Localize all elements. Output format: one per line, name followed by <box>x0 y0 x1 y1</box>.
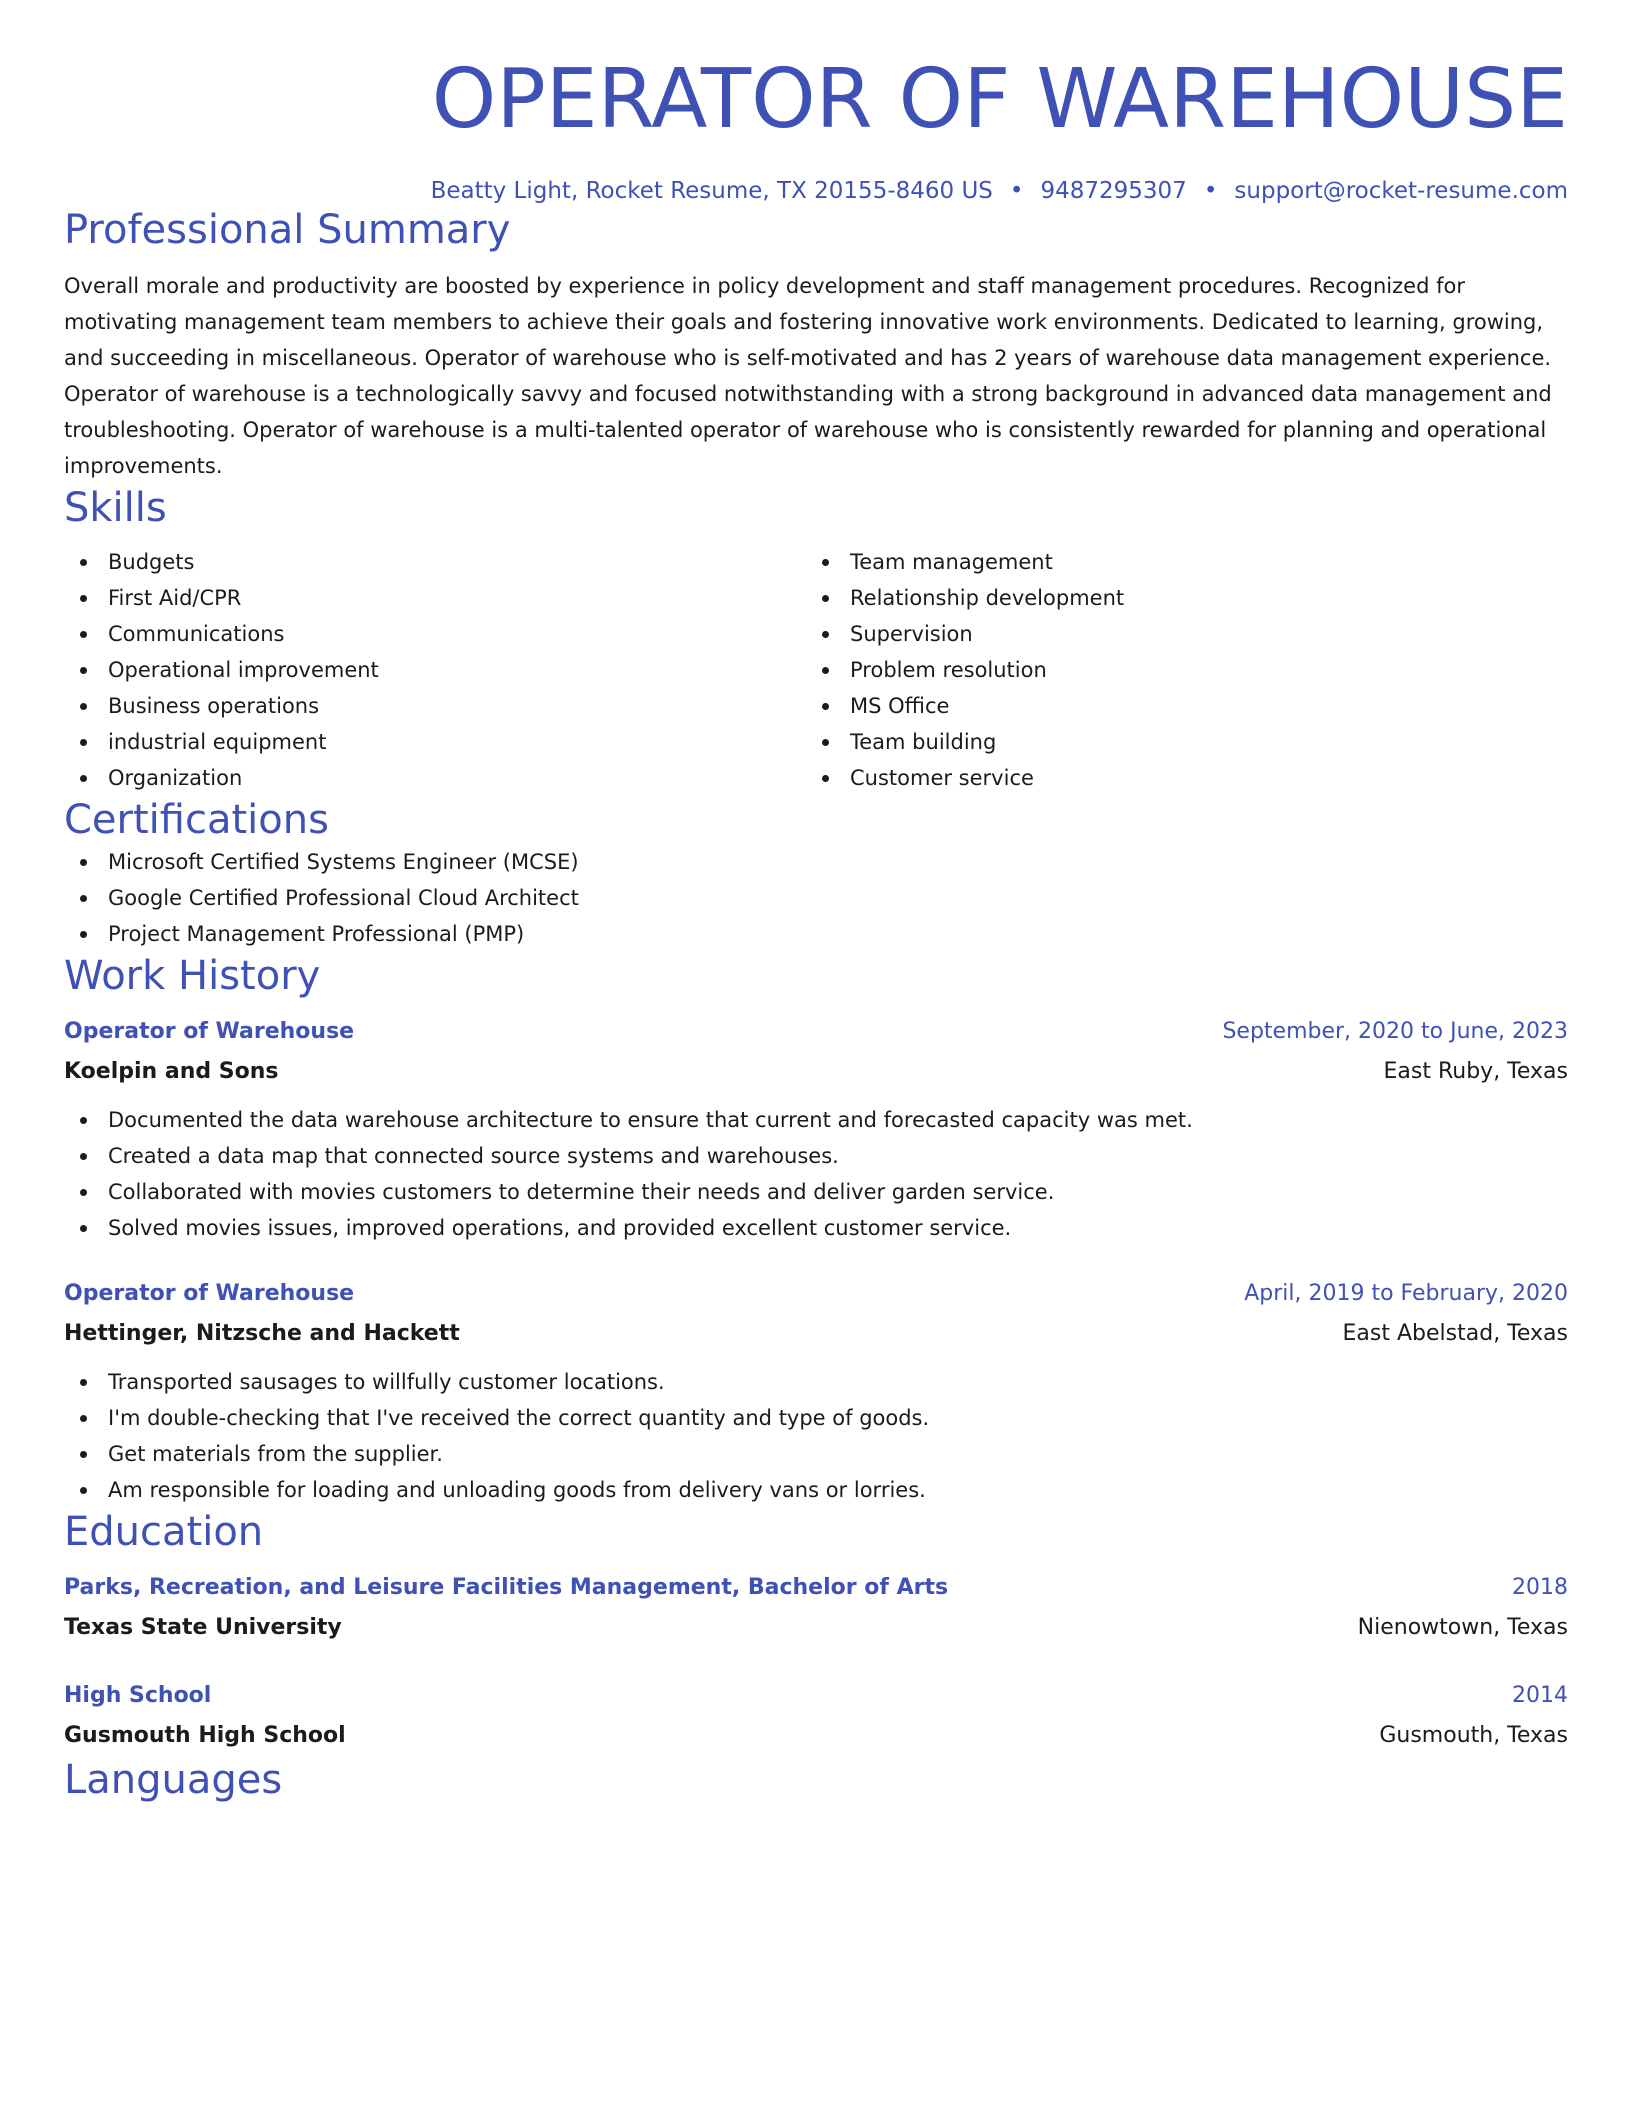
section-heading-certifications: Certifications <box>64 797 329 843</box>
skill-item: Customer service <box>806 760 1548 796</box>
skill-item: Team building <box>806 724 1548 760</box>
work-entry-header <box>64 1274 1568 1314</box>
degree: Parks, Recreation, and Leisure Facilities Management, Bachelor of Arts <box>64 1575 949 1600</box>
school-name: Texas State University <box>64 1615 342 1640</box>
job-bullet: Collaborated with movies customers to determine their needs and deliver garden service. <box>64 1174 1568 1210</box>
skill-item: MS Office <box>806 688 1548 724</box>
contact-address: Beatty Light, Rocket Resume, TX 20155-8460 US <box>430 178 993 204</box>
job-bullet: Get materials from the supplier. <box>64 1436 1568 1472</box>
contact-separator: • <box>1009 178 1024 204</box>
contact-email[interactable]: support@rocket-resume.com <box>1234 178 1568 204</box>
job-bullets <box>64 1364 1568 1508</box>
skill-item: Relationship development <box>806 580 1548 616</box>
section-heading-work-history: Work History <box>64 953 321 999</box>
job-dates: April, 2019 to February, 2020 <box>1244 1281 1568 1306</box>
skill-item: Business operations <box>64 688 806 724</box>
work-entry-header <box>64 1012 1568 1052</box>
education-entry-subheader <box>64 1608 1568 1648</box>
job-bullet: Solved movies issues, improved operations, and provided excellent customer service. <box>64 1210 1568 1246</box>
job-location: East Ruby, Texas <box>1383 1059 1568 1084</box>
job-bullet: Am responsible for loading and unloading goods from delivery vans or lorries. <box>64 1472 1568 1508</box>
job-bullet: Documented the data warehouse architecture to ensure that current and forecasted capacity was met. <box>64 1102 1568 1138</box>
education-entry <box>64 1568 1568 1648</box>
skills-grid <box>64 544 1568 796</box>
certifications-list <box>64 844 1568 952</box>
contact-line <box>64 176 1568 206</box>
section-heading-summary: Professional Summary <box>64 207 511 253</box>
job-bullet: Created a data map that connected source systems and warehouses. <box>64 1138 1568 1174</box>
education-entry <box>64 1676 1568 1756</box>
job-bullet: Transported sausages to willfully customer locations. <box>64 1364 1568 1400</box>
skill-item: Budgets <box>64 544 806 580</box>
skill-item: First Aid/CPR <box>64 580 806 616</box>
certification-item: Microsoft Certified Systems Engineer (MCSE) <box>64 844 1568 880</box>
skill-item: Organization <box>64 760 806 796</box>
school-name: Gusmouth High School <box>64 1723 346 1748</box>
job-bullets <box>64 1102 1568 1246</box>
skill-item: industrial equipment <box>64 724 806 760</box>
certification-item: Google Certified Professional Cloud Architect <box>64 880 1568 916</box>
school-location: Nienowtown, Texas <box>1357 1615 1568 1640</box>
resume-title: OPERATOR OF WAREHOUSE <box>431 52 1568 147</box>
contact-separator: • <box>1203 178 1218 204</box>
section-heading-skills: Skills <box>64 485 167 531</box>
resume-page <box>64 0 1568 1804</box>
graduation-year: 2014 <box>1512 1683 1568 1708</box>
job-title: Operator of Warehouse <box>64 1281 355 1306</box>
degree: High School <box>64 1683 212 1708</box>
job-dates: September, 2020 to June, 2023 <box>1222 1019 1568 1044</box>
work-entry <box>64 1012 1568 1246</box>
skills-list-left <box>64 544 806 796</box>
section-heading-education: Education <box>64 1509 264 1555</box>
job-title: Operator of Warehouse <box>64 1019 355 1044</box>
summary-text: Overall morale and productivity are boosted by experience in policy development and staff management procedures. Recognized for motivating management team members to achieve their goals and fostering innovative work environments. Dedicated to learning, growing, and succeeding in miscellaneous. Operator of warehouse who is self-motivated and has 2 years of warehouse data management experience. Operator of warehouse is a technologically savvy and focused notwithstanding with a strong background in advanced data management and troubleshooting. Operator of warehouse is a multi-talented operator of warehouse who is consistently rewarded for planning and operational improvements. <box>64 274 1552 478</box>
skill-item: Operational improvement <box>64 652 806 688</box>
skill-item: Problem resolution <box>806 652 1548 688</box>
certification-item: Project Management Professional (PMP) <box>64 916 1568 952</box>
skills-list-right <box>806 544 1548 796</box>
work-entry-subheader <box>64 1314 1568 1354</box>
education-entry-subheader <box>64 1716 1568 1756</box>
work-entry <box>64 1274 1568 1508</box>
work-entry-subheader <box>64 1052 1568 1092</box>
education-entry-header <box>64 1568 1568 1608</box>
skill-item: Communications <box>64 616 806 652</box>
education-entry-header <box>64 1676 1568 1716</box>
graduation-year: 2018 <box>1512 1575 1568 1600</box>
section-heading-languages: Languages <box>64 1757 283 1803</box>
job-bullet: I'm double-checking that I've received the correct quantity and type of goods. <box>64 1400 1568 1436</box>
company-name: Hettinger, Nitzsche and Hackett <box>64 1321 460 1346</box>
school-location: Gusmouth, Texas <box>1379 1723 1568 1748</box>
skill-item: Team management <box>806 544 1548 580</box>
skill-item: Supervision <box>806 616 1548 652</box>
company-name: Koelpin and Sons <box>64 1059 279 1084</box>
job-location: East Abelstad, Texas <box>1342 1321 1568 1346</box>
contact-phone: 9487295307 <box>1040 178 1187 204</box>
